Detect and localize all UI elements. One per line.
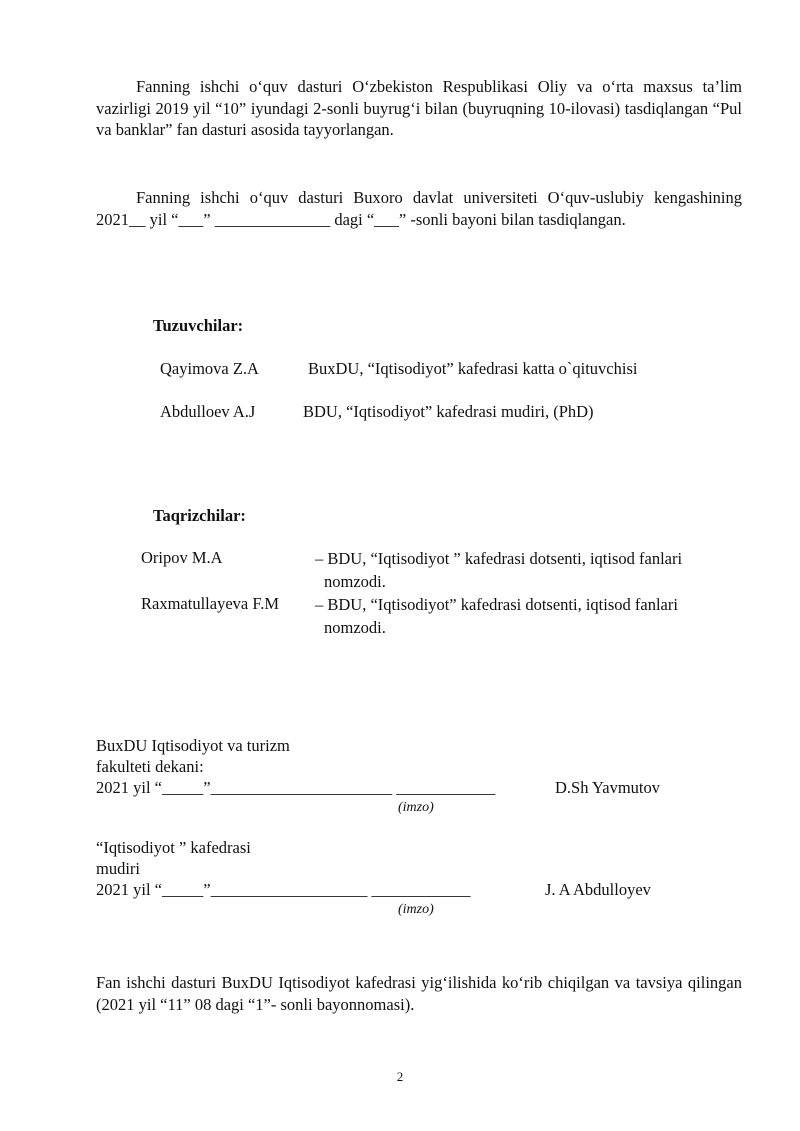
intro-paragraph-1 <box>96 76 742 141</box>
head-title-line1: “Iqtisodiyot ” kafedrasi <box>96 838 251 857</box>
reviewer-role-2 <box>315 594 742 639</box>
head-name: J. A Abdulloyev <box>545 880 651 899</box>
intro-paragraph-1-text: Fanning ishchi o‘quv dasturi O‘zbekiston Respublikasi Oliy va o‘rta maxsus ta’lim vazirligi 2019 yil “10” iyundagi 2-sonli buyrug‘i bilan (buyruqning 10-ilovasi) tasdiqlangan “Pul va banklar” fan dasturi asosida tayyorlangan. <box>96 77 742 139</box>
author-name-1: Qayimova Z.A <box>160 359 259 378</box>
author-name-2: Abdulloev A.J <box>160 402 256 421</box>
reviewer-role-1-line1: – BDU, “Iqtisodiyot ” kafedrasi dotsenti, iqtisod fanlari <box>315 549 683 568</box>
footer-note: Fan ishchi dasturi BuxDU Iqtisodiyot kafedrasi yig‘ilishida ko‘rib chiqilgan va tavsiya qilingan (2021 yil “11” 08 dagi “1”- sonli bayonnomasi). <box>96 973 742 1014</box>
head-title-line2: mudiri <box>96 859 140 878</box>
head-date-blanks: 2021 yil “_____”___________________ ____________ <box>96 880 471 899</box>
intro-paragraph-2 <box>96 187 742 230</box>
dean-title-line2: fakulteti dekani: <box>96 757 204 776</box>
dean-signature-block <box>96 735 742 798</box>
head-sign-label: (imzo) <box>398 902 434 917</box>
reviewer-name-2: Raxmatullayeva F.M <box>141 594 279 613</box>
dean-date-line <box>96 777 742 798</box>
reviewers-heading: Taqrizchilar: <box>153 506 246 525</box>
head-date-line <box>96 879 742 900</box>
reviewer-role-1 <box>315 548 742 593</box>
intro-paragraph-2-text: Fanning ishchi o‘quv dasturi Buxoro davlat universiteti O‘quv-uslubiy kengashining 2021__ yil “___” ______________ dagi “___” -sonli bayoni bilan tasdiqlangan. <box>96 188 742 229</box>
head-signature-block <box>96 837 742 900</box>
author-role-1: BuxDU, “Iqtisodiyot” kafedrasi katta o`qituvchisi <box>308 359 638 378</box>
reviewer-name-1: Oripov M.A <box>141 548 223 567</box>
reviewer-role-2-line2: nomzodi. <box>324 617 386 637</box>
dean-name: D.Sh Yavmutov <box>555 778 660 797</box>
authors-heading: Tuzuvchilar: <box>153 316 244 335</box>
reviewer-role-1-line2: nomzodi. <box>324 571 386 591</box>
dean-sign-label: (imzo) <box>398 800 434 815</box>
dean-date-blanks: 2021 yil “_____”______________________ ____________ <box>96 778 496 797</box>
reviewer-role-2-line1: – BDU, “Iqtisodiyot” kafedrasi dotsenti, iqtisod fanlari <box>315 595 678 614</box>
page-number: 2 <box>396 1069 404 1084</box>
author-role-2: BDU, “Iqtisodiyot” kafedrasi mudiri, (PhD) <box>303 402 594 421</box>
dean-title-line1: BuxDU Iqtisodiyot va turizm <box>96 736 290 755</box>
